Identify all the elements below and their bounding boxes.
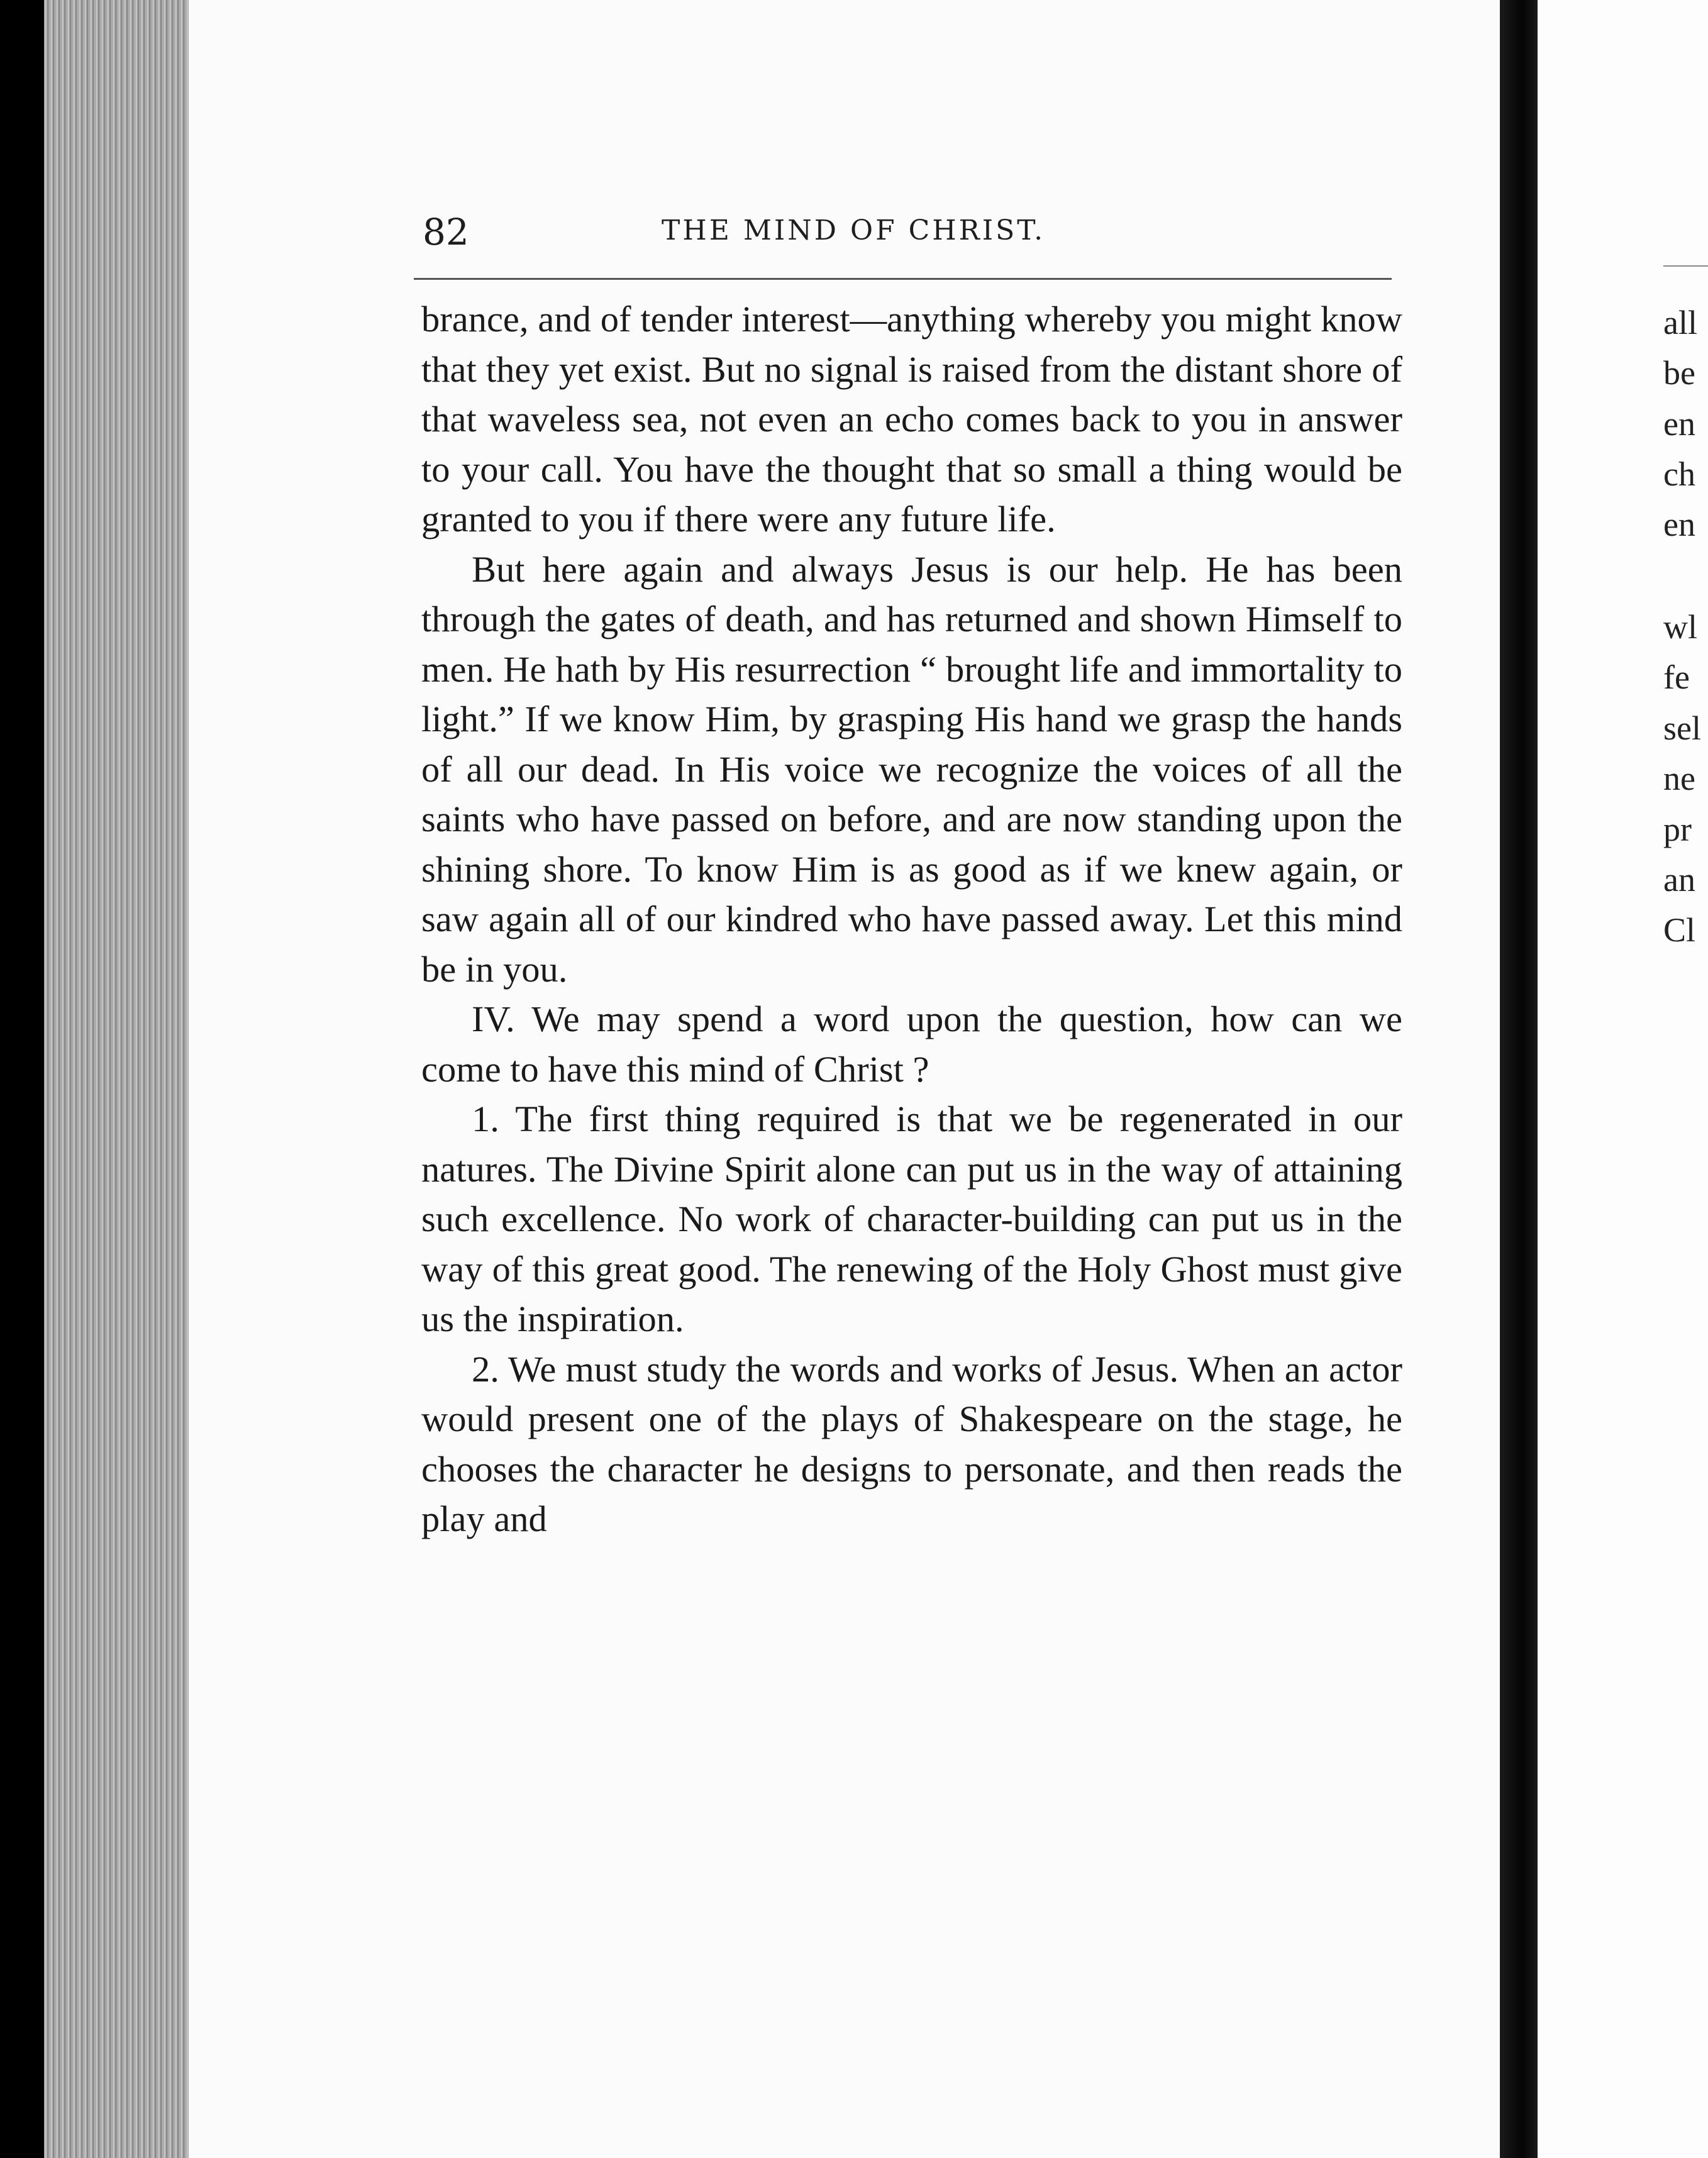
- paragraph: IV. We may spend a word upon the question, how can we come to have this mind of Christ ?: [421, 999, 1402, 1090]
- page-header: [423, 211, 1391, 261]
- facing-fragment: en: [1663, 506, 1695, 543]
- facing-fragment: an: [1663, 861, 1695, 899]
- paragraph: 2. We must study the words and works of Jesus. When an actor would present one of the plays of Shakespeare on the stage, he chooses the character he designs to personate, and then reads the play and: [421, 1348, 1402, 1539]
- facing-fragment: wl: [1663, 608, 1697, 646]
- facing-fragment: en: [1663, 405, 1695, 443]
- running-title: THE MIND OF CHRIST.: [662, 214, 1046, 246]
- header-rule: [414, 278, 1392, 280]
- facing-fragment: pr: [1663, 811, 1692, 848]
- facing-fragment: all: [1663, 304, 1697, 341]
- facing-page: [1538, 0, 1708, 2158]
- body-text: [421, 294, 1402, 1544]
- facing-fragment: Cl: [1663, 911, 1696, 949]
- book-gutter: [1500, 0, 1538, 2158]
- paragraph: But here again and always Jesus is our help. He has been through the gates of death, and has returned and shown Himself to men. He hath by His resurrection “ brought life and immortality to light.” If we know Him, by grasping His hand we grasp the hands of all our dead. In His voice we recognize the voices of all the saints who have passed on before, and are now standing upon the shining shore. To know Him is as good as if we knew again, or saw again all of our kindred who have passed away. Let this mind be in you.: [421, 548, 1402, 990]
- page-number: 82: [423, 211, 469, 253]
- facing-fragment: ne: [1663, 760, 1695, 797]
- facing-header-rule: [1663, 265, 1708, 267]
- paragraph: 1. The first thing required is that we be regenerated in our natures. The Divine Spirit alone can put us in the way of attaining such excellence. No work of character-building can put us in the way of this great good. The renewing of the Holy Ghost must give us the inspiration.: [421, 1098, 1402, 1339]
- facing-fragment: sel: [1663, 709, 1701, 747]
- facing-fragment: fe: [1663, 658, 1690, 696]
- facing-fragment: be: [1663, 354, 1695, 392]
- paragraph: brance, and of tender interest—anything whereby you might know that they yet exist. But no signal is raised from the distant shore of that waveless sea, not even an echo comes back to you in answer to your call. You have the thought that so small a thing would be granted to you if there were any future life.: [421, 299, 1402, 540]
- facing-fragment: ch: [1663, 455, 1695, 493]
